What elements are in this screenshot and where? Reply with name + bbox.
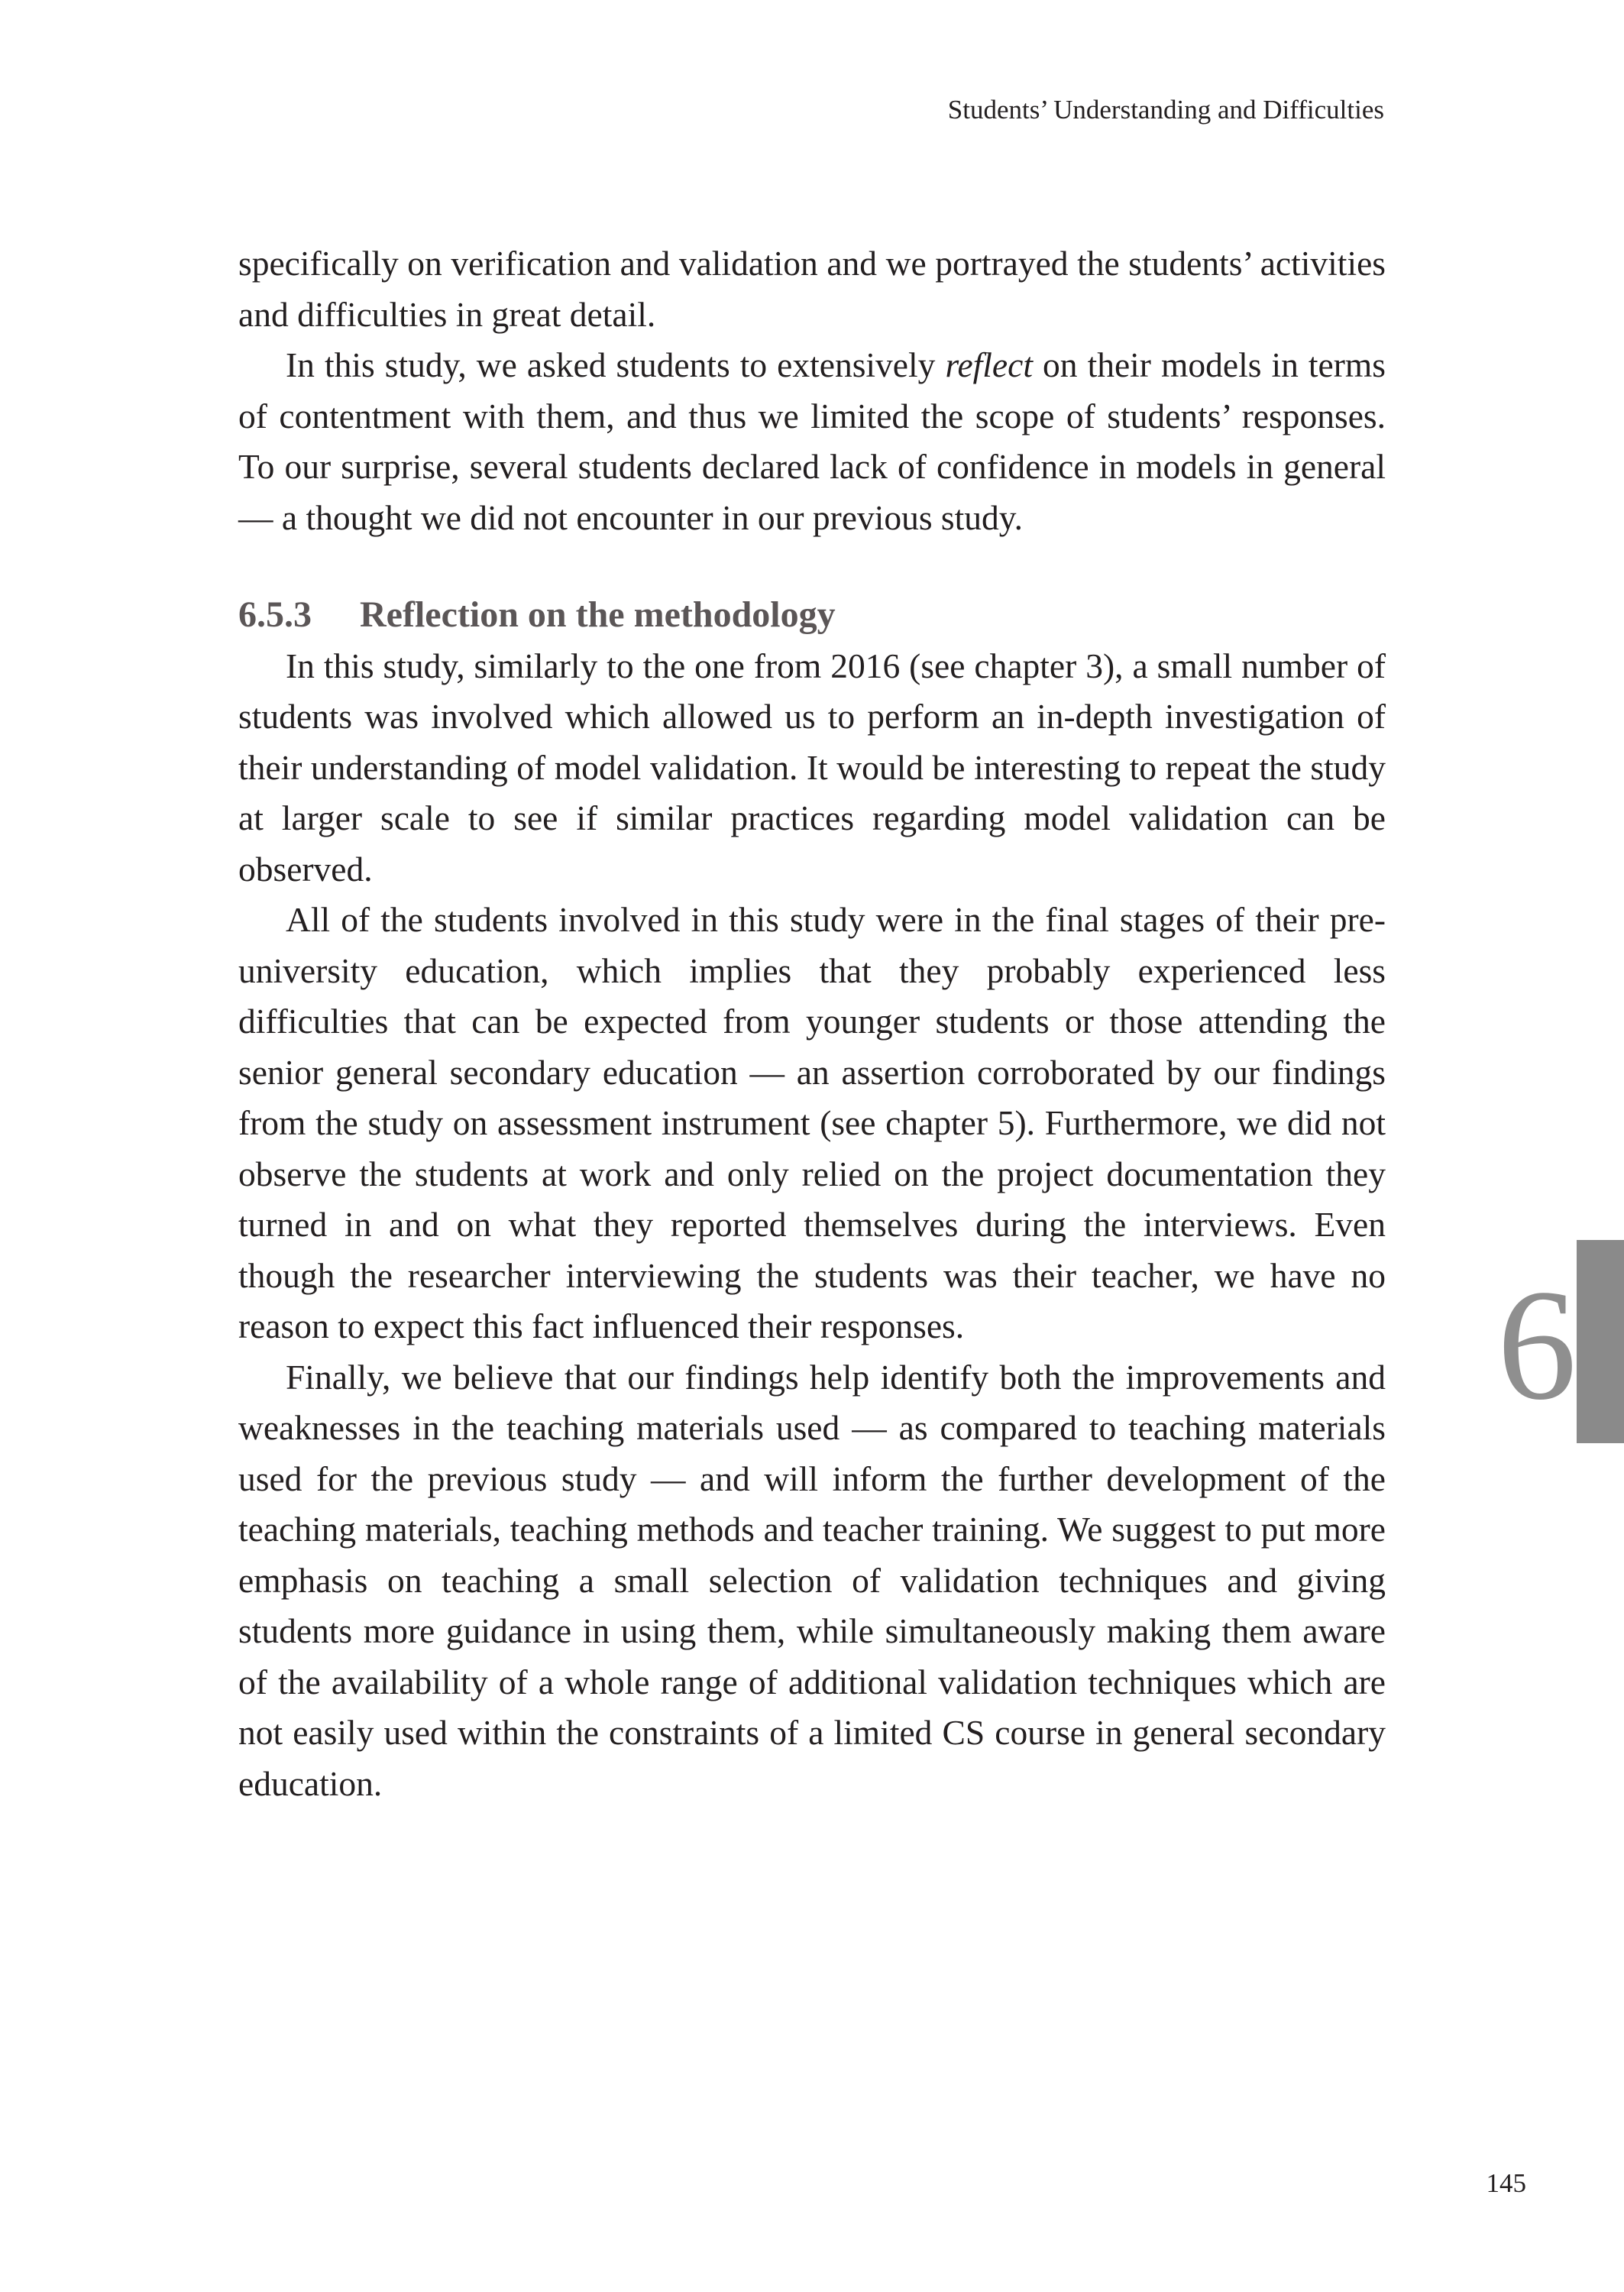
section-title: Reflection on the methodology [360, 594, 836, 635]
paragraph-reflection [238, 340, 1386, 543]
section-heading [238, 590, 1386, 641]
page-number: 145 [1486, 2168, 1526, 2198]
paragraph-text: In this study, we asked students to extensively [286, 345, 946, 384]
body-text [238, 238, 1386, 1809]
paragraph-conclusion: Finally, we believe that our findings help identify both the improvements and weaknesses in the teaching materials used — as compared to teaching materials used for the previous study — and will inform the further development of the teaching materials, teaching methods and teacher training. We suggest to put more emphasis on teaching a small selection of validation techniques and giving students more guidance in using them, while simultaneously making them aware of the availability of a whole range of additional validation techniques which are not easily used within the constraints of a limited CS course in general secondary education. [238, 1357, 1386, 1803]
section-number: 6.5.3 [238, 594, 312, 635]
running-header: Students’ Understanding and Difficulties [947, 95, 1384, 125]
chapter-number: 6 [1497, 1257, 1577, 1432]
paragraph-continuation: specifically on verification and validation and we portrayed the students’ activities and difficulties in great detail. [238, 244, 1386, 334]
paragraph-methodology: In this study, similarly to the one from 2016 (see chapter 3), a small number of students was involved which allowed us to perform an in-depth investigation of their understanding of model validation. It would be interesting to repeat the study at larger scale to see if similar practices regarding model validation can be observed. [238, 646, 1386, 889]
paragraph-text: on their models in terms of contentment with them, and thus we limited the scope of students’ responses. To our surprise, several students declared lack of confidence in models in general — a thought we did not encounter in our previous study. [238, 345, 1386, 537]
paragraph-participants: All of the students involved in this study were in the final stages of their pre-university education, which implies that they probably experienced less difficulties that can be expected from younger students or those attending the senior general secondary education — an assertion corroborated by our findings from the study on assessment instrument (see chapter 5). Furthermore, we did not observe the students at work and only relied on the project documentation they turned in and on what they reported themselves during the interviews. Even though the researcher interviewing the students was their teacher, we have no reason to expect this fact influenced their responses. [238, 900, 1386, 1345]
chapter-thumb-tab [1577, 1240, 1624, 1443]
emphasized-word: reflect [945, 345, 1033, 384]
